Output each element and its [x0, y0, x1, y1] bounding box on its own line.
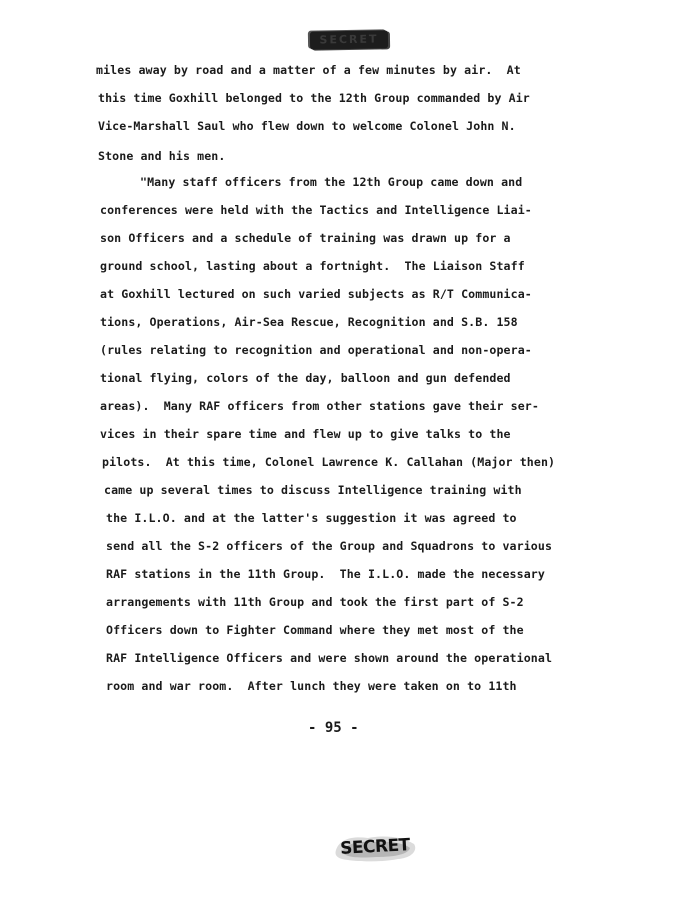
secret-stamp-top [310, 30, 388, 49]
body-line: "Many staff officers from the 12th Group came down and [140, 175, 523, 189]
body-line: son Officers and a schedule of training was drawn up for a [100, 231, 511, 245]
body-line: tional flying, colors of the day, balloon and gun defended [100, 371, 511, 385]
body-line: RAF Intelligence Officers and were shown around the operational [106, 651, 553, 665]
body-line: areas). Many RAF officers from other stations gave their ser- [100, 399, 539, 413]
body-line: conferences were held with the Tactics and Intelligence Liai- [100, 203, 532, 217]
body-line: Stone and his men. [98, 149, 226, 163]
body-line: RAF stations in the 11th Group. The I.L.O. made the necessary [106, 567, 545, 581]
body-line: send all the S-2 officers of the Group and Squadrons to various [106, 539, 553, 553]
body-line: vices in their spare time and flew up to give talks to the [100, 427, 511, 441]
secret-stamp-bottom-text: SECRET [339, 835, 411, 859]
secret-stamp-top-text: SECRET [319, 32, 379, 47]
page-number: - 95 - [308, 720, 359, 736]
body-line: Vice-Marshall Saul who flew down to welcome Colonel John N. [98, 119, 516, 133]
body-line: came up several times to discuss Intelligence training with [104, 483, 522, 497]
body-line: the I.L.O. and at the latter's suggestion it was agreed to [106, 511, 517, 525]
body-line: at Goxhill lectured on such varied subjects as R/T Communica- [100, 287, 532, 301]
body-line: this time Goxhill belonged to the 12th Group commanded by Air [98, 91, 530, 105]
secret-stamp-bottom [332, 832, 418, 864]
body-line: (rules relating to recognition and operational and non-opera- [100, 343, 532, 357]
body-line: pilots. At this time, Colonel Lawrence K. Callahan (Major then) [102, 455, 556, 469]
body-line: ground school, lasting about a fortnight. The Liaison Staff [100, 259, 525, 273]
body-line: Officers down to Fighter Command where they met most of the [106, 623, 524, 637]
body-line: tions, Operations, Air-Sea Rescue, Recognition and S.B. 158 [100, 315, 518, 329]
body-line: arrangements with 11th Group and took the first part of S-2 [106, 595, 524, 609]
body-line: room and war room. After lunch they were taken on to 11th [106, 679, 517, 693]
body-line: miles away by road and a matter of a few minutes by air. At [96, 63, 521, 77]
